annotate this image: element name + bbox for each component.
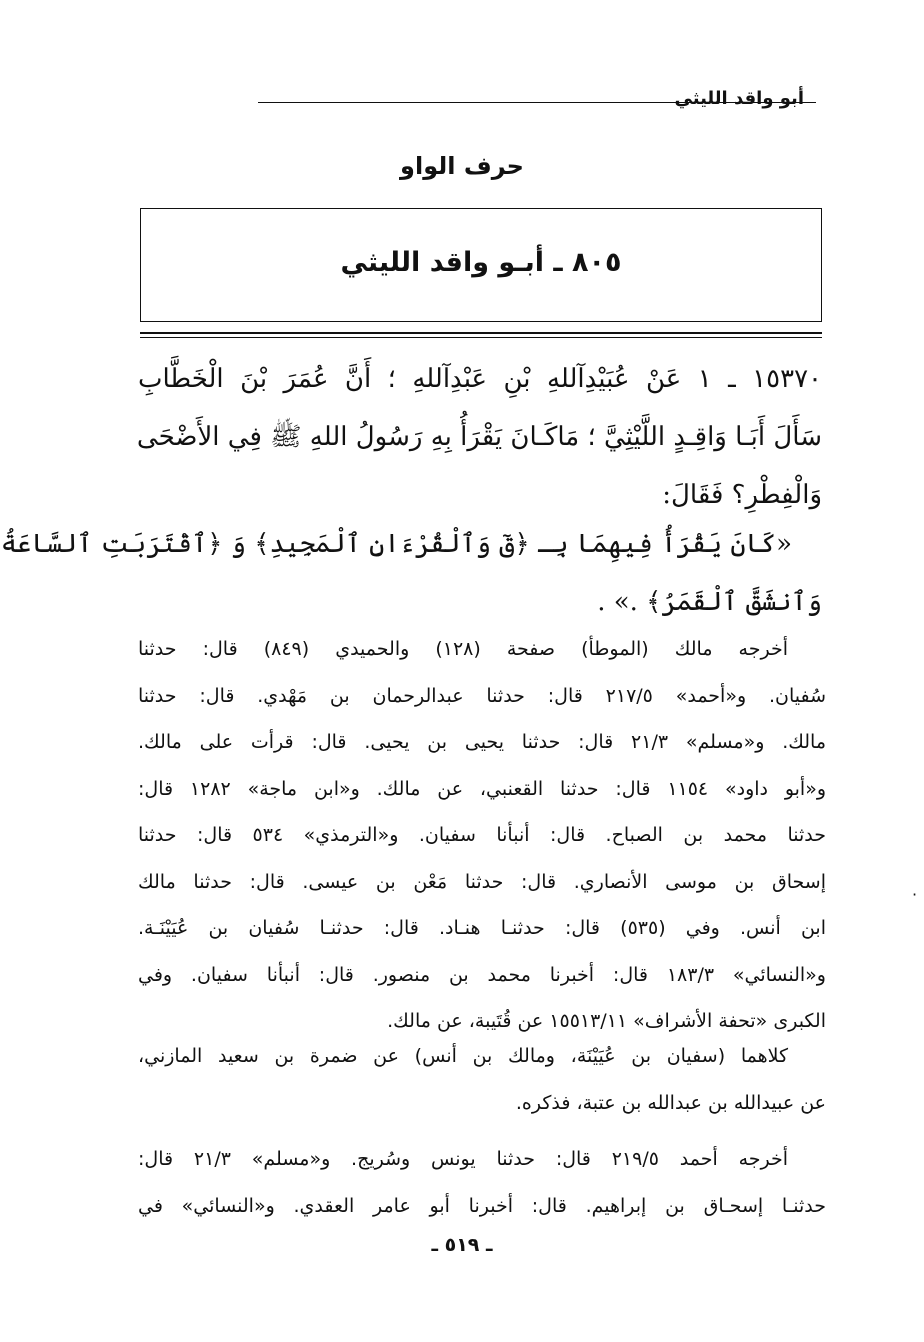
chapter-heading: حرف الواو <box>400 152 524 180</box>
edge-mark: · <box>912 885 918 904</box>
hadith-line: «كَانَ يَقْرَأُ فِيهِمَا بِـ ﴿قٓ وَٱلْقُرْءَانِ ٱلْمَجِيدِ﴾ وَ ﴿ٱقْتَرَبَتِ ٱلسَّاعَةُ <box>0 529 792 559</box>
hadith-text <box>138 350 822 524</box>
text-line: كلاهما (سفيان بن عُيَيْنَة، ومالك بن أنس) عن ضمرة بن سعيد المازني، <box>138 1045 788 1067</box>
text-line: و«أبو داود» ١١٥٤ قال: حدثنا القعنبي، عن مالك. و«ابن ماجة» ١٢٨٢ قال: <box>138 777 826 800</box>
text-line: سُفيان. و«أحمد» ٢١٧/٥ قال: حدثنا عبدالرحمان بن مَهْدي. قال: حدثنا <box>138 684 826 707</box>
takhrij-paragraph-3 <box>138 1136 826 1229</box>
text-line: حدثنـا إسحـاق بن إبراهيم. قال: أخبرنا أبو عامر العقدي. و«النسائي» في <box>138 1194 826 1217</box>
text-line: أخرجه مالك (الموطأ) صفحة (١٢٨) والحميدي (٨٤٩) قال: حدثنا <box>138 638 788 660</box>
section-rule-thin <box>140 337 822 338</box>
page-number: ـ ٥١٩ ـ <box>431 1234 493 1256</box>
entry-title-box <box>140 208 822 322</box>
hadith-quote <box>0 515 822 631</box>
text-line: ابن أنس. وفي (٥٣٥) قال: حدثنـا هنـاد. قال: حدثنـا سُفيان بن عُيَيْنَـة. <box>138 917 826 939</box>
hadith-line: سَأَلَ أَبَـا وَاقِـدٍ اللَّيْثِيَّ ؛ مَاكَـانَ يَقْرَأُ بِهِ رَسُولُ اللهِ ﷺ فِي الأَضْحَى <box>136 422 822 452</box>
text-line: عن عبيدالله بن عبدالله بن عتبة، فذكره. <box>515 1091 826 1114</box>
text-line: و«النسائي» ١٨٣/٣ قال: أخبرنا محمد بن منصور. قال: أنبأنا سفيان. وفي <box>138 963 826 986</box>
text-line: أخرجه أحمد ٢١٩/٥ قال: حدثنا يونس وسُريج. و«مسلم» ٢١/٣ قال: <box>138 1148 789 1170</box>
hadith-line: وَالْفِطْرِ؟ فَقَالَ: <box>662 480 822 510</box>
hadith-line: ١٥٣٧٠ ـ ١ عَنْ عُبَيْدِآللهِ بْنِ عَبْدِآللهِ ؛ أَنَّ عُمَرَ بْنَ الْخَطَّابِ <box>138 364 822 394</box>
text-line: حدثنا محمد بن الصباح. قال: أنبأنا سفيان. و«الترمذي» ٥٣٤ قال: حدثنا <box>138 824 826 846</box>
text-line: مالك. و«مسلم» ٢١/٣ قال: حدثنا يحيى بن يحيى. قال: قرأت على مالك. <box>138 731 826 753</box>
entry-title: ٨٠٥ ـ أبـو واقد الليثي <box>340 247 622 278</box>
takhrij-paragraph-2 <box>138 1033 826 1126</box>
takhrij-paragraph-1 <box>138 626 826 1045</box>
text-line: الكبرى «تحفة الأشراف» ١٥٥١٣/١١ عن قُتَيبة، عن مالك. <box>387 1010 826 1032</box>
hadith-line: وَٱنشَقَّ ٱلْقَمَرُ﴾ .» . <box>597 587 822 617</box>
running-header: أبو واقد الليثي <box>674 88 804 109</box>
text-line: إسحاق بن موسى الأنصاري. قال: حدثنا مَعْن بن عيسى. قال: حدثنا مالك <box>138 870 826 893</box>
section-rule-thick <box>140 332 822 334</box>
